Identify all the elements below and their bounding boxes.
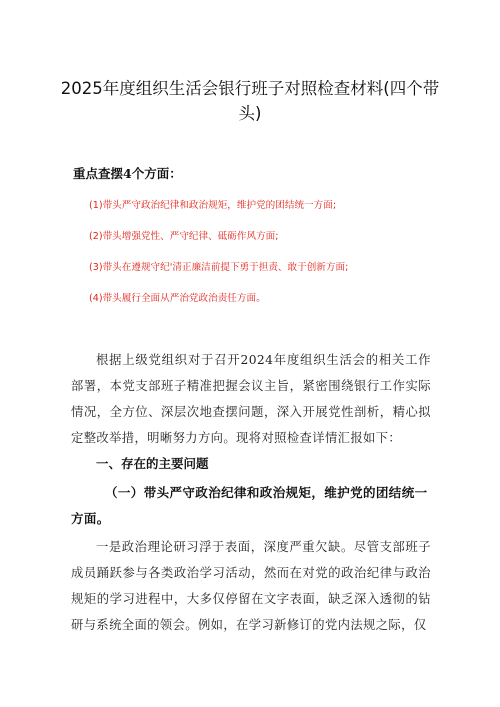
section-heading: 一、存在的主要问题 — [96, 456, 209, 471]
key-point-item: (4)带头履行全面从严治党政治责任方面。 — [89, 293, 266, 304]
key-point-item: (1)带头严守政治纪律和政治规矩，维护党的团结统一方面; — [89, 200, 337, 211]
document-title: 2025年度组织生活会银行班子对照检查材料(四个带头) — [60, 79, 440, 123]
subsection-heading: （一）带头严守政治纪律和政治规矩，维护党的团结统一方面。 — [71, 485, 428, 526]
body-paragraph: 一是政治理论研习浮于表面，深度严重欠缺。尽管支部班子成员踊跃参与各类政治学习活动，然而在对党的政治纪律与政治规矩的学习进程中，大多仅停留在文字表面，缺乏深入透彻的钻研与系统全面的领会。例如，在学习新修订的党内法规之际，仅 — [71, 540, 431, 632]
key-point-item: (3)带头在遵规守纪'清正廉洁前提下勇于担责、敢于创新方面; — [89, 262, 349, 273]
intro-paragraph: 根据上级党组织对于召开2024年度组织生活会的相关工作部署，本党支部班子精准把握会议主旨，紧密围绕银行工作实际情况，全方位、深层次地查摆问题，深入开展党性剖析，精心拟定整改举措，明晰努力方向。现将对照检查详情汇报如下： — [71, 353, 431, 445]
key-points-list — [89, 198, 348, 322]
key-points-heading: 重点查摆4个方面： — [73, 166, 182, 181]
key-point-item: (2)带头增强党性、严守纪律、砥砺作风方面; — [89, 231, 279, 242]
